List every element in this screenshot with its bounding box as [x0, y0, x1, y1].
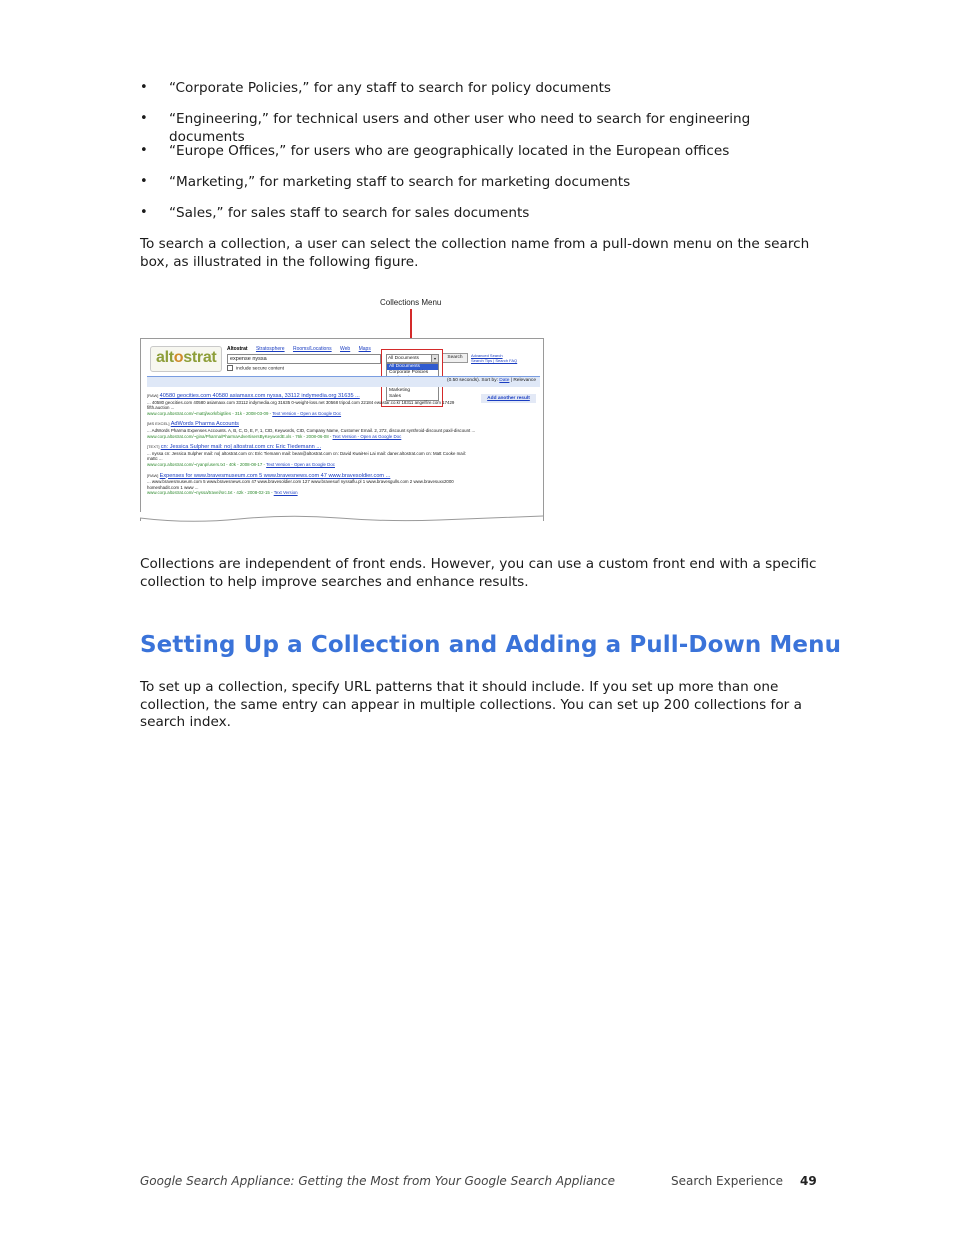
menu-item[interactable]: All Documents [387, 364, 438, 370]
search-result [147, 444, 477, 467]
collection-list [140, 79, 820, 235]
paragraph-setup: To set up a collection, specify URL patterns that it should include. If you set up more than one collection, the same entry can appear in multiple collections. You can set up 200 collections for a search index. [140, 679, 802, 730]
nav-current: Altostrat [227, 346, 248, 352]
nav-link[interactable]: Maps [358, 346, 371, 352]
page-number: 49 [800, 1174, 817, 1188]
torn-edge [139, 512, 545, 526]
sort-date-link[interactable]: Date [499, 378, 510, 383]
result-type: [MS EXCEL] [147, 421, 170, 427]
bullet-glyph: • [140, 205, 148, 221]
menu-item[interactable]: Marketing [389, 388, 411, 393]
result-title-link[interactable]: AdWords Pharma Accounts [170, 421, 239, 428]
list-item-text: “Europe Offices,” for users who are geographically located in the European offices [169, 142, 730, 159]
search-screenshot-figure [140, 338, 544, 521]
secure-content-option[interactable] [227, 365, 284, 371]
search-nav [227, 346, 378, 352]
list-item-text: “Marketing,” for marketing staff to search for marketing documents [169, 173, 631, 190]
results-stats [447, 378, 536, 383]
result-links[interactable]: Text Version - Open as Google Doc [272, 410, 342, 416]
paragraph-collections: Collections are independent of front ends. However, you can use a custom front end with a specific collection to help improve searches and enhance results. [140, 556, 817, 590]
logo-part: alt [156, 349, 174, 366]
result-snippet: ... AdWords Pharma Expenses Accounts. A, B, C, D, E, F, 1, CID, Keywords, CID, Company Name, Customer Email. 2, 272, discount synthroid-discount paxil-discount ... [147, 427, 476, 433]
checkbox[interactable] [227, 365, 233, 371]
search-results [147, 393, 477, 501]
advanced-search-link[interactable]: Advanced Search [471, 353, 503, 358]
menu-item[interactable]: Sales [389, 394, 401, 399]
chevron-down-icon[interactable]: ▾ [431, 355, 438, 362]
logo-wordmark [156, 349, 216, 367]
list-item [140, 79, 820, 110]
nav-link[interactable]: Rooms/Locations [292, 346, 332, 352]
list-item-text: “Corporate Policies,” for any staff to search for policy documents [169, 80, 612, 96]
nav-link[interactable]: Web [340, 346, 351, 352]
result-type: [RAW] [147, 393, 159, 398]
result-type: [TEXT] [147, 444, 160, 450]
stats-relevance: | Relevance [509, 378, 536, 383]
list-item [140, 110, 820, 146]
add-another-result-link[interactable]: Add another result [481, 394, 536, 403]
result-type: [RAW] [147, 472, 159, 478]
list-item-text: “Sales,” for sales staff to search for sales documents [169, 205, 530, 222]
select-value: All Documents [388, 356, 419, 361]
result-url: www.corp.altostrat.com/~gina/Pharma/PharmaAdvertisersByKeywordE.xls - 76k - 2008-06-08 - [147, 433, 332, 439]
result-url: www.corp.altostrat.com/~nyssa/travel/src.txt - 42k - 2008-02-15 - [147, 490, 273, 496]
list-item-text: “Engineering,” for technical users and other user who need to search for engineering documents [169, 111, 751, 146]
list-item [140, 173, 820, 204]
result-snippet: ... www.bravesmuseum.com 5 www.bravesnews.com 47 www.bravesoldier.com 127 www.bravesurl nyssaflu.pl 1 www.bravesgulls.com 2 www.bravesuxx2000 homeshadit.com 1 www ... [147, 479, 454, 490]
result-title-link[interactable]: 40580 geocities.com 40580 asiamaxx.com nyssa, 33112 indymedia.org 31635 ... [159, 393, 360, 399]
menu-item[interactable]: Corporate Policies [389, 370, 429, 375]
search-button[interactable]: Search [442, 353, 468, 363]
secure-label: include secure content [236, 366, 284, 372]
footer-section: Search Experience [671, 1174, 783, 1188]
footer-title: Google Search Appliance: Getting the Most from Your Google Search Appliance [140, 1174, 615, 1188]
search-tips-link[interactable]: Search Tips | Search FAQ [471, 358, 518, 363]
result-title-link[interactable]: cn: Jessica Sulpher mail: no| altostrat.com cn: Eric Tiedemann ... [160, 444, 322, 451]
nav-link[interactable]: Stratosphere [255, 346, 285, 352]
result-url: www.corp.altostrat.com/~mattj/work/bigtiles - 31k - 2008-03-09 - [147, 410, 272, 416]
section-heading: Setting Up a Collection and Adding a Pull-Down Menu [140, 632, 842, 658]
bullet-glyph: • [140, 142, 148, 158]
paragraph-search-collection: To search a collection, a user can select the collection name from a pull-down menu on the search box, as illustrated in the following figure. [140, 236, 810, 270]
logo-part: o [173, 349, 184, 366]
result-snippet: ... 40580 geocities.com 40580 asiamaxx.com 33112 indymedia.org 31635 0-weight-loss.net 30568 tripod.com 22184 ewastar.co.kr 18311 angelfire.com 17429 fifth.auction ... [147, 399, 455, 411]
list-item [140, 204, 820, 235]
result-url: www.corp.altostrat.com/~ryanp/users.txt - 40k - 2008-08-17 - [147, 461, 265, 467]
search-input[interactable]: expense nyssa [227, 354, 381, 364]
bullet-glyph: • [140, 173, 148, 189]
result-links[interactable]: Text Version - Open as Google Doc [266, 461, 335, 467]
advanced-links[interactable] [471, 353, 517, 363]
search-result [147, 393, 477, 416]
figure-callout-label: Collections Menu [380, 298, 442, 307]
stats-text: (0.50 seconds). Sort by: [447, 378, 500, 383]
search-result [147, 473, 477, 496]
logo-part: strat [183, 349, 217, 366]
result-links[interactable]: Text Version [273, 490, 298, 496]
bullet-glyph: • [140, 111, 148, 127]
search-result [147, 421, 477, 439]
result-links[interactable]: Text Version - Open as Google Doc [332, 433, 402, 439]
result-snippet: ... nyssa cn: Jessica Sulpher mail: no| altostrat.com cn: Eric Tiemann mail: bean@altostrat.com cn: David KwaiHei Lai mail: daner.altostrat.com cn: Matt Cooke mail: mattc ... [147, 450, 466, 462]
altostrat-logo [150, 346, 222, 372]
bullet-glyph: • [140, 80, 148, 95]
result-title-link[interactable]: Expenses for www.bravesmuseum.com 5 www.bravesnews.com 47 www.bravesoldier.com ... [159, 472, 391, 479]
results-stats-bar [147, 376, 540, 387]
list-item [140, 142, 820, 173]
